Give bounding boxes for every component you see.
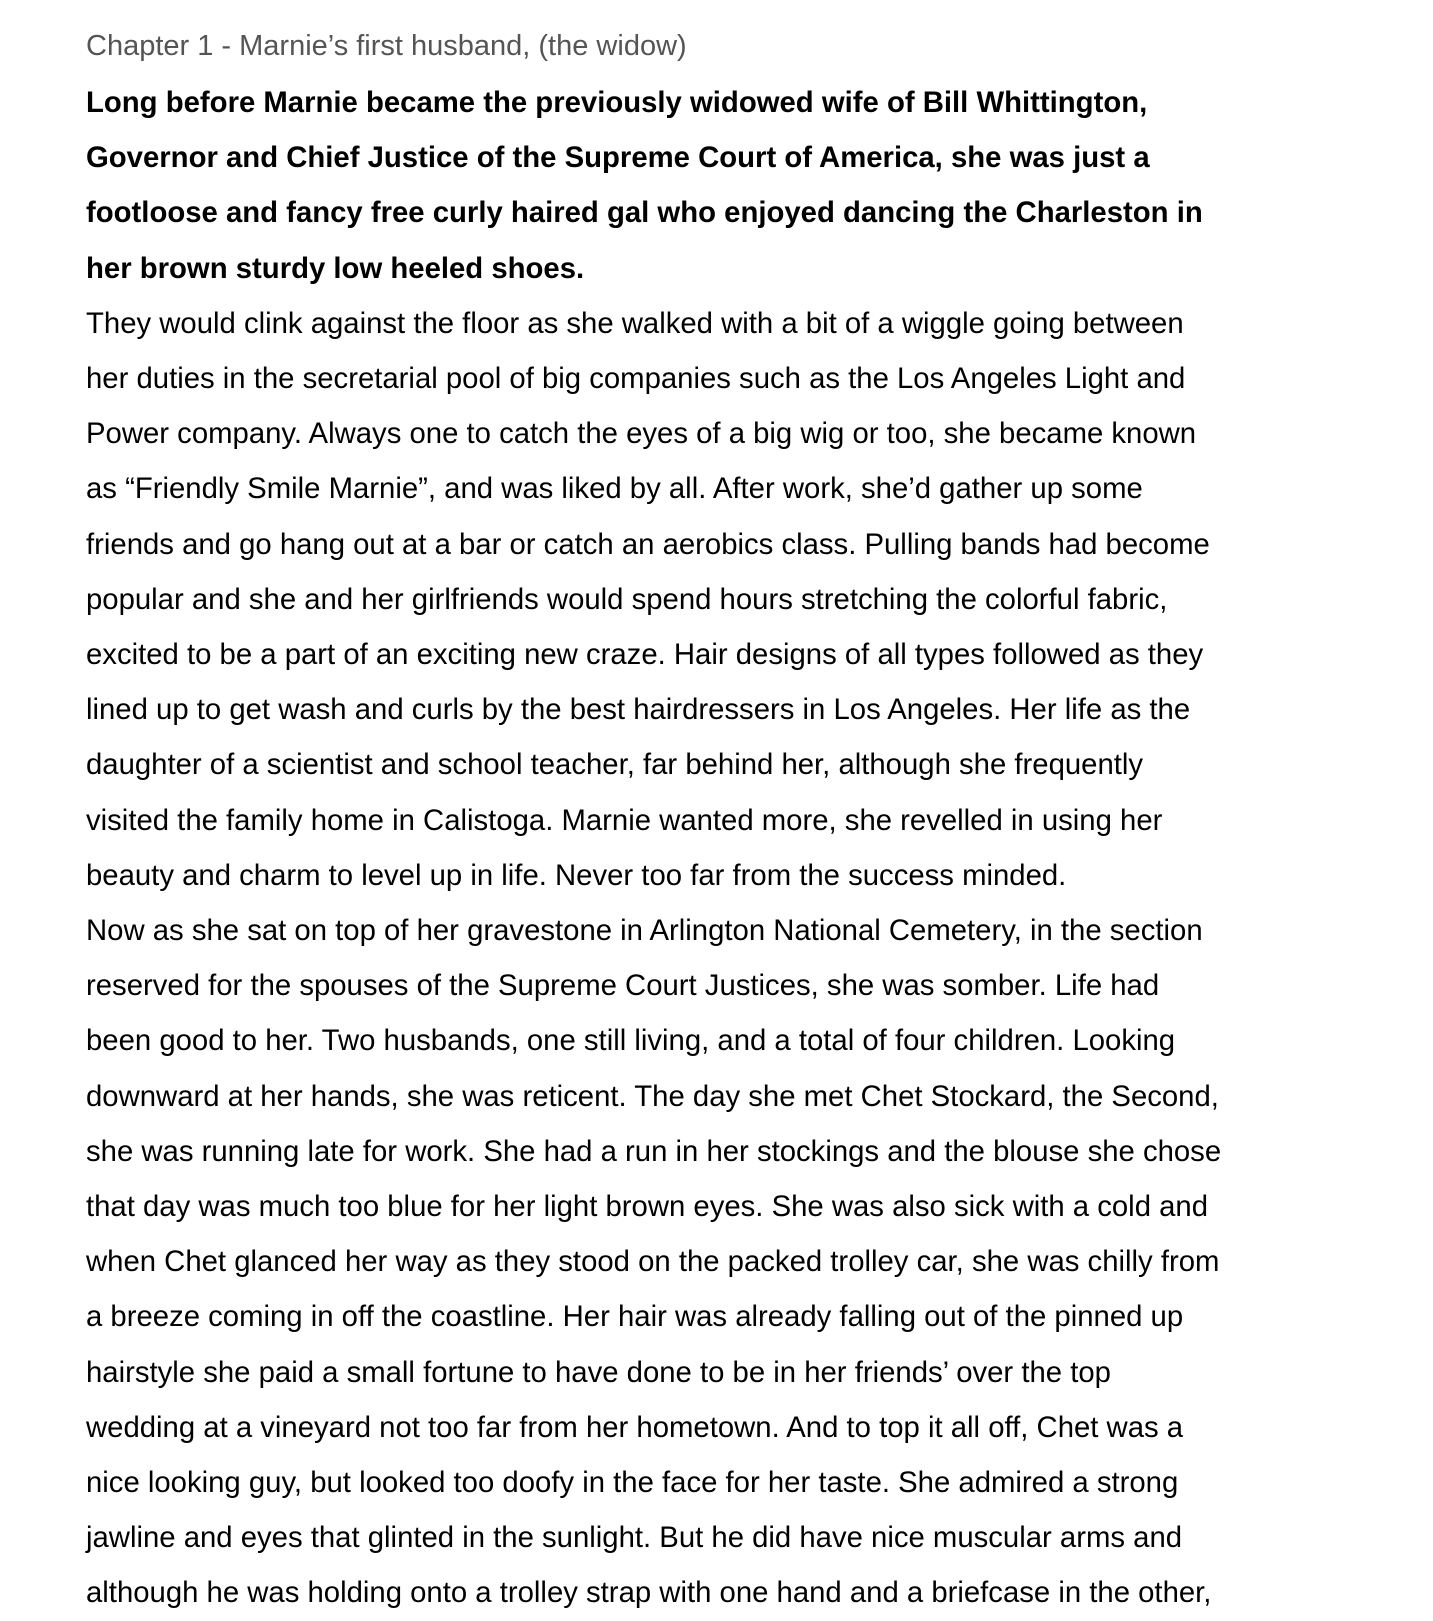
- paragraph-line: been good to her. Two husbands, one still living, and a total of four children. Looking: [86, 1024, 1176, 1058]
- paragraph-line: Power company. Always one to catch the eyes of a big wig or too, she became known: [86, 417, 1197, 451]
- paragraph-line: jawline and eyes that glinted in the sunlight. But he did have nice muscular arms and: [86, 1521, 1183, 1555]
- paragraph-line: reserved for the spouses of the Supreme Court Justices, she was somber. Life had: [86, 969, 1160, 1003]
- paragraph-line: beauty and charm to level up in life. Never too far from the success minded.: [86, 858, 1067, 892]
- paragraph-line: a breeze coming in off the coastline. Her hair was already falling out of the pinned up: [86, 1300, 1184, 1334]
- paragraph-line: Now as she sat on top of her gravestone in Arlington National Cemetery, in the section: [86, 914, 1203, 948]
- paragraph-line: They would clink against the floor as she walked with a bit of a wiggle going between: [86, 306, 1184, 340]
- intro-line: her brown sturdy low heeled shoes.: [86, 251, 585, 285]
- paragraph-line: excited to be a part of an exciting new craze. Hair designs of all types followed as they: [86, 638, 1204, 672]
- paragraph-line: as “Friendly Smile Marnie”, and was liked by all. After work, she’d gather up some: [86, 472, 1143, 506]
- paragraph-line: when Chet glanced her way as they stood on the packed trolley car, she was chilly from: [86, 1245, 1220, 1279]
- intro-line: Governor and Chief Justice of the Supreme Court of America, she was just a: [86, 141, 1150, 175]
- paragraph-line: daughter of a scientist and school teacher, far behind her, although she frequently: [86, 748, 1144, 782]
- paragraph-line: hairstyle she paid a small fortune to have done to be in her friends’ over the top: [86, 1355, 1111, 1389]
- paragraph-line: friends and go hang out at a bar or catch an aerobics class. Pulling bands had become: [86, 527, 1210, 561]
- paragraph-line: her duties in the secretarial pool of big companies such as the Los Angeles Light and: [86, 362, 1186, 396]
- intro-line: footloose and fancy free curly haired gal who enjoyed dancing the Charleston in: [86, 196, 1203, 230]
- paragraph-line: downward at her hands, she was reticent. The day she met Chet Stockard, the Second,: [86, 1079, 1219, 1113]
- body-paragraph-1: [86, 296, 1386, 903]
- paragraph-line: wedding at a vineyard not too far from her hometown. And to top it all off, Chet was a: [86, 1410, 1184, 1444]
- paragraph-line: nice looking guy, but looked too doofy in the face for her taste. She admired a strong: [86, 1466, 1179, 1500]
- paragraph-line: that day was much too blue for her light brown eyes. She was also sick with a cold and: [86, 1190, 1209, 1224]
- paragraph-line: visited the family home in Calistoga. Marnie wanted more, she revelled in using her: [86, 803, 1163, 837]
- paragraph-line: popular and she and her girlfriends would spend hours stretching the colorful fabric,: [86, 582, 1168, 616]
- document-page: [86, 24, 1386, 1621]
- chapter-heading: Chapter 1 - Marnie’s first husband, (the widow): [86, 30, 687, 62]
- paragraph-line: lined up to get wash and curls by the best hairdressers in Los Angeles. Her life as the: [86, 693, 1191, 727]
- intro-paragraph: [86, 75, 1386, 296]
- paragraph-line: she was running late for work. She had a run in her stockings and the blouse she chose: [86, 1134, 1222, 1168]
- paragraph-line: although he was holding onto a trolley strap with one hand and a briefcase in the other,: [86, 1576, 1212, 1610]
- body-paragraph-2: [86, 903, 1386, 1621]
- intro-line: Long before Marnie became the previously widowed wife of Bill Whittington,: [86, 86, 1148, 119]
